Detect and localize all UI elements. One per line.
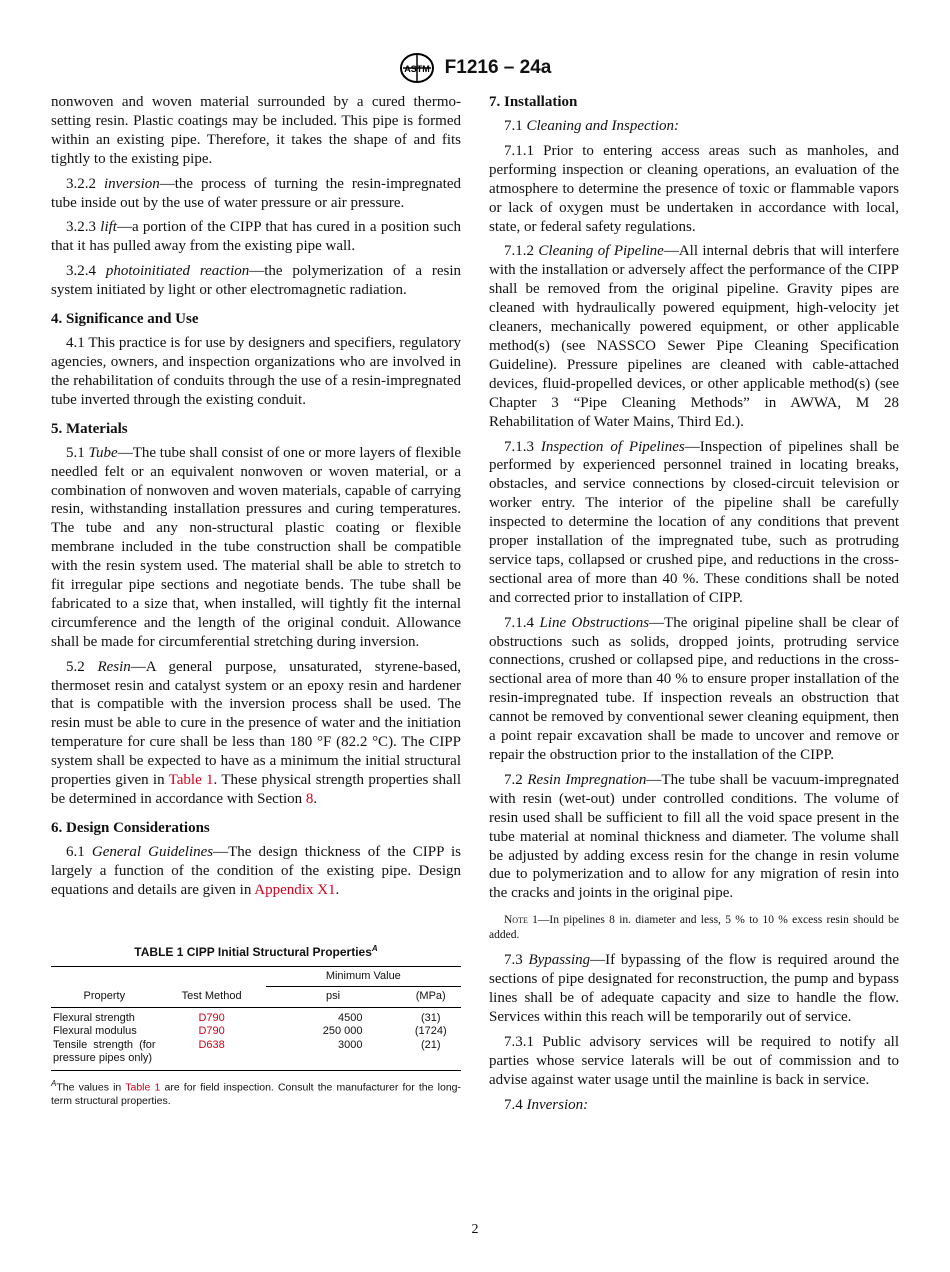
table-footnote: $^A$The values in Table 1 are for field inspection. Consult the manufacturer for the long-term structural properties. (51, 1078, 461, 1108)
table-row: Flexural modulus D790 250 000 (1724) (53, 1025, 447, 1038)
paragraph-6-1: 6.1 General Guidelines—The design thickness of the CIPP is largely a function of the condition of the existing pipe. Design equations and details are given in Appendix X1. (51, 843, 462, 898)
paragraph-4-1: 4.1 This practice is for use by designers and specifiers, regulatory agencies, owners, and inspection organizations who are involved in the rehabilitation of conduits through the use of a resin-impregnated tube inverted through the existing conduit. (51, 335, 461, 408)
right-column (489, 93, 899, 1121)
section-6-heading: 6. Design Considerations (51, 819, 210, 836)
definition-3-2-3: 3.2.3 lift—a portion of the CIPP that has cured in a position such that it has pulled away from the existing pipe wall. (51, 219, 461, 255)
col-header-property: Property (83, 989, 126, 1002)
paragraph-7-2: 7.2 Resin Impregnation—The tube shall be vacuum-impregnated with resin (wet-out) under controlled conditions. The volume of resin used shall be sufficient to fill all the void space present in the tube material at nominal thickness and diameter. The volume shall be adjusted by adding excess resin for the change in resin volume due to polymerization and to allow for any migration of resin into the cracks and joints in the original pipe. (489, 771, 899, 902)
table-1-link[interactable]: Table 1 (168, 772, 214, 789)
note-1: Note 1—In pipelines 8 in. diameter and less, 5 % to 10 % excess resin should be added. (489, 914, 899, 942)
svg-text:ASTM: ASTM (403, 64, 430, 74)
paragraph-7-3: 7.3 Bypassing—If bypassing of the flow is required around the sections of pipe designated for reconstruction, the pump and bypass lines shall be of adequate capacity and size to handle the flow. Services within this reach will be temporarily out of service. (489, 952, 899, 1025)
section-7-heading: 7. Installation (489, 94, 578, 110)
table-1-link[interactable]: Table 1 (125, 1081, 161, 1094)
page-header (0, 52, 950, 84)
minimum-value-header: Minimum Value (266, 966, 461, 987)
paragraph-5-1: 5.1 Tube—The tube shall consist of one or more layers of flexible needled felt or an equivalent nonwoven or woven material, or a combination of nonwoven and woven materials, capable of carrying resin, withstanding installation pressures and curing temperatures. The tube and any non-structural plastic coating or flexible membrane included in the tube construction shall be compatible with the resin system used. The material shall be able to stretch to fit irregular pipe sections and negotiate bends. The tube shall be fabricated to a size that, when installed, will tightly fit the internal circumference and the length of the original conduit. Allowance shall be made for circumferential stretching during inversion. (51, 444, 461, 650)
properties-table (51, 966, 461, 1071)
col-header-psi: psi (326, 990, 341, 1003)
table-title: TABLE 1 CIPP Initial Structural Properties$^A$ (134, 943, 378, 959)
table-row: Tensile strength (for pressure pipes only) D638 3000 (21) (51, 1039, 461, 1071)
section-5-heading: 5. Materials (51, 420, 128, 437)
section-4-heading: 4. Significance and Use (51, 311, 199, 328)
table-row: Flexural strength D790 4500 (31) (51, 1007, 461, 1025)
paragraph-7-1-1: 7.1.1 Prior to entering access areas such as manholes, and performing inspection or cleaning operations, an evaluation of the atmosphere to determine the presence of toxic or flammable vapors or lack of oxygen must be undertaken in accordance with local, state, or federal safety regulations. (489, 142, 899, 235)
test-method-link[interactable]: D790 (198, 1025, 225, 1038)
astm-logo-icon (399, 52, 435, 84)
paragraph-7-1: 7.1 Cleaning and Inspection: (504, 118, 679, 134)
paragraph-7-3-1: 7.3.1 Public advisory services will be required to notify all parties whose service laterals will be out of commission and to advise against water usage until the mainline is back in service. (489, 1033, 899, 1088)
paragraph-7-1-3: 7.1.3 Inspection of Pipelines—Inspection of pipelines shall be performed by experienced personnel trained in locating breaks, obstacles, and service connections by closed-circuit television or worker entry. The interior of the pipeline shall be carefully inspected to determine the location of any conditions that prevent proper installation of the impregnated tube, such as protruding service taps, collapsed or crushed pipe, and reductions in the cross-sectional area of more than 40 %. These conditions shall be noted and corrected prior to installation of CIPP. (489, 438, 900, 606)
paragraph-7-1-4: 7.1.4 Line Obstructions—The original pipeline shall be clear of obstructions such as solids, dropped joints, protruding service connections, crushed or collapsed pipe, and reductions in the cross-sectional area of more than 40 % to ensure proper installation of the resin-impregnated tube. If inspection reveals an obstruction that cannot be removed by conventional sewer cleaning equipment, then a point repair excavation shall be made to uncover and remove or repair the obstruction prior to the installation of the CIPP. (489, 614, 900, 763)
document-id: F1216 – 24a (444, 57, 552, 78)
test-method-link[interactable]: D790 (198, 1011, 225, 1024)
paragraph-7-4: 7.4 Inversion: (504, 1096, 589, 1113)
appendix-x1-link[interactable]: Appendix X1 (254, 881, 336, 898)
page-number: 2 (471, 1222, 479, 1237)
paragraph-5-2: 5.2 Resin—A general purpose, unsaturated, styrene-based, thermoset resin and catalyst system or an epoxy resin and hardener that is compatible with the inversion process shall be used. The resin must be able to cure in the presence of water and the initiation temperature for cure shall be less than 180 °F (82.2 °C). The CIPP system shall be expected to have as a minimum the initial structural properties given in Table 1. These physical strength properties shall be determined in accordance with Section 8. (51, 658, 461, 807)
left-column (51, 93, 461, 1108)
paragraph-continued: nonwoven and woven material surrounded by a cured thermo-setting resin. Plastic coatings may be included. This pipe is formed within an existing pipe. Therefore, it takes the shape of and fits tightly to the existing pipe. (51, 94, 461, 167)
col-header-mpa: (MPa) (415, 990, 446, 1003)
table-1 (51, 940, 461, 1108)
definition-3-2-4: 3.2.4 photoinitiated reaction—the polymerization of a resin system initiated by light or other electromagnetic radiation. (51, 263, 461, 299)
test-method-link[interactable]: D638 (198, 1038, 225, 1051)
paragraph-7-1-2: 7.1.2 Cleaning of Pipeline—All internal debris that will interfere with the installation or adversely affect the performance of the CIPP shall be removed from the original pipeline. Gravity pipes are cleaned with hydraulically powered equipment, high-velocity jet cleaners, mechanically powered equipment, or other applicable method(s) (see NASSCO Sewer Pipe Cleaning Specification Guideline). Pressure pipelines are cleaned with cable-attached devices, fluid-propelled devices, or other applicable method(s) (see Chapter 3 “Pipe Cleaning Methods” in AWWA, M 28 Rehabilitation of Water Mains, Third Ed.). (489, 243, 899, 430)
definition-3-2-2: 3.2.2 inversion—the process of turning the resin-impregnated tube inside out by the use of water pressure or air pressure. (51, 175, 461, 211)
section-8-link[interactable]: 8 (305, 791, 314, 807)
col-header-test-method: Test Method (181, 989, 242, 1002)
